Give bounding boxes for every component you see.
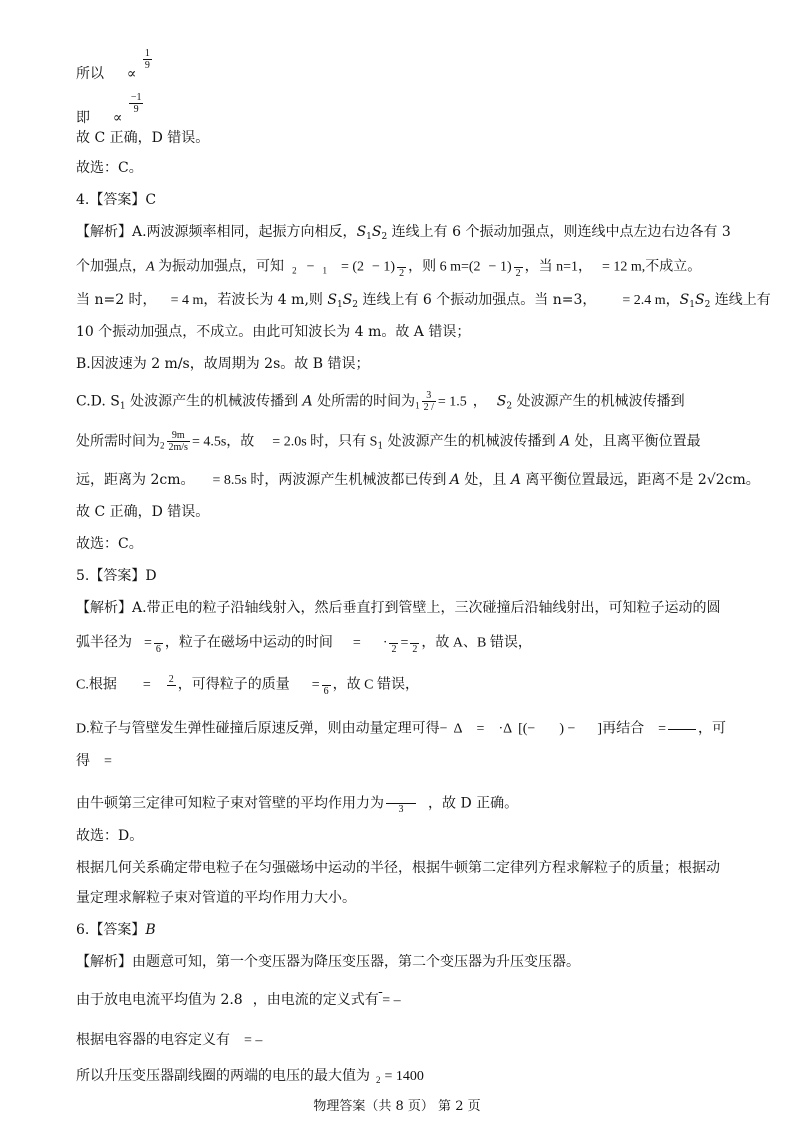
q6-analysis-line-1: 【解析】由题意可知，第一个变压器为降压变压器，第二个变压器为升压变压器。 <box>76 954 580 970</box>
fraction-denominator: 2 <box>515 268 521 279</box>
text: 即 <box>76 110 90 126</box>
fraction <box>389 632 398 655</box>
q5-analysis-line-2 <box>76 632 532 655</box>
expr: [(− <box>518 721 536 737</box>
equals: = <box>311 677 320 693</box>
fraction <box>154 632 163 655</box>
symbol: A <box>146 259 155 275</box>
fraction <box>143 48 152 71</box>
text: 由于放电电流平均值为 2.8 <box>76 992 243 1008</box>
text: 连线上有 <box>710 292 771 308</box>
subscript: 2 <box>704 300 711 310</box>
text: 处波源产生的机械波传播到 <box>125 393 303 410</box>
line-proportional-1 <box>76 48 154 85</box>
text: 所以升压变压器副线圈的两端的电压的最大值为 <box>76 1068 370 1084</box>
line-proportional-2 <box>76 92 145 129</box>
text: ]再结合 <box>597 721 645 737</box>
expr: = 1400 <box>384 1069 424 1084</box>
q4-analysis-line-3 <box>76 290 771 315</box>
subscript: 2 <box>381 232 388 242</box>
text: 弧半径为 <box>76 635 132 651</box>
choice-line: 故选：C。 <box>76 160 143 176</box>
subscript: 2 <box>160 440 165 451</box>
equals: = <box>244 1033 252 1048</box>
text: 个加强点， <box>76 259 146 275</box>
text: 处，且离平衡位置最 <box>570 433 701 450</box>
text: 远，距离为 2cm。 <box>76 472 195 488</box>
expr: − 1) <box>372 259 396 275</box>
q6-analysis-line-2: 由于放电电流平均值为 2.8 ，由电流的定义式有 = – <box>76 992 401 1008</box>
text: ， <box>472 393 487 410</box>
fraction <box>422 390 436 413</box>
equals: = <box>144 635 152 651</box>
q6-analysis-line-4 <box>76 1066 424 1090</box>
fraction <box>322 674 331 697</box>
fraction <box>668 718 696 741</box>
subscript: 1 <box>119 401 126 412</box>
q5-analysis-line-3 <box>76 674 419 697</box>
text: 连线上有 6 个振动加强点，则连线中点左边右边各有 3 <box>387 224 731 240</box>
equals: = <box>352 635 361 651</box>
fraction-denominator: 6 <box>155 644 161 655</box>
text: 离平衡位置最远，距离不是 2√2cm。 <box>520 472 760 488</box>
text: 处所需时间为 <box>76 433 160 450</box>
proportional-symbol: ∝ <box>112 111 123 126</box>
q6-analysis-line-3: 根据电容器的电容定义有 = – <box>76 1032 263 1048</box>
symbol: S <box>327 292 337 308</box>
fraction-denominator: 6 <box>323 686 329 697</box>
subscript: 1 <box>415 400 420 411</box>
text: 连线上有 6 个振动加强点。当 n=3， <box>358 292 597 308</box>
expr: ·Δ <box>498 721 513 737</box>
text: ，故 D 正确。 <box>428 795 519 812</box>
q5-analysis-line-6 <box>76 792 518 815</box>
q5-answer-heading: 5.【答案】D <box>76 568 157 584</box>
symbol: A <box>449 472 460 488</box>
fraction-denominator: 2 <box>391 644 397 655</box>
expr: = 4.5s，故 <box>191 434 255 450</box>
text: ，由电流的定义式有 <box>252 992 379 1008</box>
equals: = <box>400 635 409 651</box>
subscript: 1 <box>689 300 695 310</box>
text: ，可得粒子的质量 <box>177 677 290 693</box>
q5-analysis-line-4 <box>76 718 726 741</box>
equals: = <box>658 721 666 737</box>
subscript: 1 <box>336 300 343 310</box>
fraction-numerator: 2 <box>168 674 174 685</box>
q5-summary-line-1: 根据几何关系确定带电粒子在匀强磁场中运动的半径，根据牛顿第二定律列方程求解粒子的质量；根据动 <box>76 860 720 876</box>
text: C.根据 <box>76 677 117 693</box>
fraction <box>514 256 523 279</box>
subscript: 2 <box>352 300 358 310</box>
q4-answer-heading: 4.【答案】C <box>76 192 157 208</box>
q4-analysis-line-4: 10 个振动加强点，不成立。由此可知波长为 4 m。故 A 错误； <box>76 324 471 340</box>
fraction-denominator: 9 <box>133 104 139 115</box>
symbol: S <box>342 292 353 308</box>
text: D.粒子与管壁发生弹性碰撞后原速反弹，则由动量定理可得− <box>76 721 448 737</box>
q5-analysis-line-5 <box>76 752 112 772</box>
fraction <box>167 430 190 453</box>
equals: = <box>476 721 485 737</box>
fraction <box>410 632 419 655</box>
symbol: A <box>510 472 521 488</box>
text: ，若波长为 4 m,则 <box>203 292 328 308</box>
q4-analysis-line-5: B.因波速为 2 m/s，故周期为 2s。故 B 错误； <box>76 356 370 372</box>
text: ，故 C 错误， <box>332 677 419 693</box>
fraction <box>167 674 176 697</box>
text: ，则 6 m=(2 <box>408 259 481 275</box>
text: ，当 n=1， <box>524 259 593 275</box>
proportional-symbol: ∝ <box>126 67 137 82</box>
q4-choice: 故选：C。 <box>76 536 143 552</box>
q4-conclusion: 故 C 正确，D 错误。 <box>76 504 210 520</box>
fraction-denominator: 2 <box>412 644 418 655</box>
text: 处波源产生的机械波传播到 <box>383 433 561 450</box>
fraction-numerator: 9m <box>167 430 190 442</box>
text: ，故 A、B 错误， <box>421 635 532 651</box>
text: ， <box>665 292 680 308</box>
fraction <box>129 92 144 115</box>
text: 【解析】A.两波源频率相同，起振方向相反， <box>76 224 357 240</box>
symbol: S <box>695 292 705 308</box>
fraction-denominator: 9 <box>144 60 150 71</box>
fraction-denominator: 2 <box>399 268 405 279</box>
fraction-denominator: 3 <box>398 804 404 815</box>
fraction-denominator: 2 / <box>423 402 434 413</box>
text: 当 n=2 时， <box>76 292 157 308</box>
symbol: A <box>560 433 571 450</box>
q4-analysis-line-6 <box>76 390 685 417</box>
text: 根据电容器的电容定义有 <box>76 1032 230 1048</box>
equals: = <box>142 677 151 693</box>
fraction <box>397 256 406 279</box>
dot: · <box>382 635 388 651</box>
equals: = <box>104 754 112 769</box>
text: 由牛顿第三定律可知粒子束对管壁的平均作用力为 <box>76 795 384 812</box>
minus: − <box>306 259 315 275</box>
fraction <box>386 792 416 815</box>
text: 处所需的时间为 <box>312 393 416 410</box>
text: 得 <box>76 754 90 769</box>
text: 处波源产生的机械波传播到 <box>512 393 685 410</box>
text: ，可 <box>697 721 726 737</box>
text: ，粒子在磁场中运动的时间 <box>164 635 333 651</box>
text: 处，且 <box>459 472 511 488</box>
page-footer: 物理答案（共 8 页） 第 2 页 <box>313 1099 481 1114</box>
q4-analysis-line-7 <box>76 430 701 457</box>
delta: Δ <box>453 721 463 737</box>
expr: − 1) <box>488 259 512 275</box>
fraction-denominator: 2m/s <box>168 442 188 453</box>
symbol: S <box>496 393 507 410</box>
subscript: 2 <box>376 1075 381 1085</box>
text: = 12 m,不成立。 <box>602 259 702 275</box>
conclusion-line: 故 C 正确，D 错误。 <box>76 130 210 146</box>
fraction-numerator: −1 <box>130 92 142 103</box>
fraction-numerator: 1 <box>144 48 150 59</box>
expr: = 2.0s 时，只有 S <box>272 434 378 450</box>
subscript: 2 <box>292 265 297 276</box>
fraction-numerator: 3 <box>422 390 436 402</box>
expr: = (2 <box>340 259 365 275</box>
expr: = 1.5 <box>437 394 467 410</box>
q4-analysis-line-8 <box>76 470 760 491</box>
text: 6.【答案】 <box>76 922 146 938</box>
expr: ) − <box>559 721 576 737</box>
subscript: 1 <box>366 232 372 242</box>
text: C.D. S <box>76 393 120 410</box>
symbol: S <box>371 224 382 240</box>
subscript: 1 <box>377 441 384 452</box>
q4-analysis-line-1 <box>76 222 731 247</box>
q5-analysis-line-1: 【解析】A.带正电的粒子沿轴线射入，然后垂直打到管壁上，三次碰撞后沿轴线射出，可知粒子运动的圆 <box>76 600 721 616</box>
q6-answer-heading <box>76 920 156 940</box>
q5-choice: 故选：D。 <box>76 828 144 844</box>
q4-analysis-line-2 <box>76 256 701 281</box>
text: 为振动加强点，可知 <box>154 259 285 275</box>
expr: = 4 m <box>170 293 204 308</box>
answer-letter: B <box>145 922 156 938</box>
subscript: 2 <box>506 401 513 412</box>
expr: = 8.5s 时，两波源产生机械波都已传到 <box>212 473 450 488</box>
symbol: S <box>679 292 690 308</box>
symbol: S <box>356 224 367 240</box>
text: 所以 <box>76 66 104 82</box>
subscript: 1 <box>322 265 327 276</box>
equals: = <box>382 993 391 1008</box>
expr: = 2.4 m <box>622 293 666 308</box>
symbol: A <box>302 393 313 410</box>
q5-summary-line-2: 量定理求解粒子束对管道的平均作用力大小。 <box>76 890 356 906</box>
